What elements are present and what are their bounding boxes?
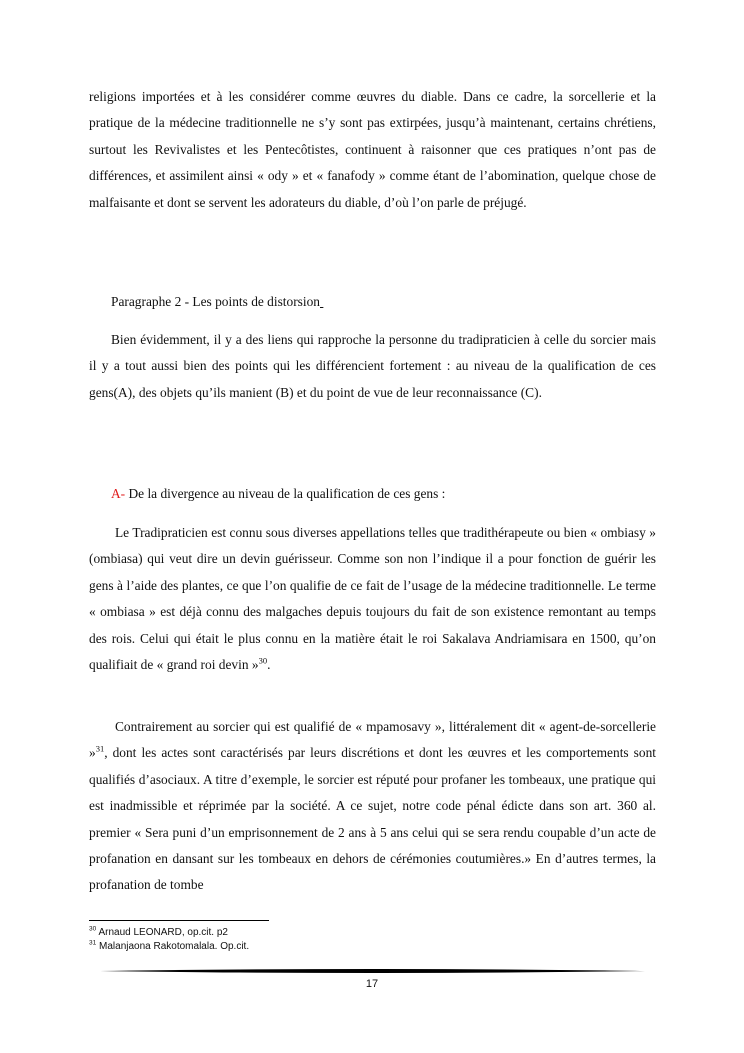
heading-paragraphe-2: Paragraphe 2 - Les points de distorsion (111, 294, 320, 309)
footnote-30: $^{30}$ Arnaud LEONARD, op.cit. p2 (89, 925, 228, 938)
paragraph-points-distorsion: Bien évidemment, il y a des liens qui rapproche la personne du tradipraticien à celle du sorcier mais il y a tout aussi bien des points qui les différencient fortement : au niveau de la qualification de ces gens(A), des objets qu’ils manient (B) et du point de vue de leur reconnaissance (C). (89, 332, 656, 400)
footnote-31: $^{31}$ Malanjaona Rakotomalala. Op.cit. (89, 939, 250, 952)
footer-divider (100, 968, 645, 974)
paragraph-tradipraticien: Le Tradipraticien est connu sous diverses appellations telles que tradithérapeute ou bien « ombiasy » (ombiasa) qui veut dire un devin guérisseur. Comme son non l’indique il a pour fonction de guérir les gens à l’aide des plantes, ce que l’on qualifie de ce fait de l’usage de la médecine traditionnelle. Le terme « ombiasa » est déjà connu des malgaches depuis toujours du fait de son existence remontant au temps des rois. Celui qui était le plus connu en la matière était le roi Sakalava Andriamisara en 1500, qu’on qualifiait de « grand roi devin »$^{30}$. (89, 525, 656, 673)
paragraph-religions: religions importées et à les considérer comme œuvres du diable. Dans ce cadre, la sorcellerie et la pratique de la médecine traditionnelle ne s’y sont pas extirpées, jusqu’à maintenant, certains chrétiens, surtout les Revivalistes et les Pentecôtistes, continuent à raisonner que ces pratiques n’ont pas de différences, et assimilent ainsi « ody » et « fanafody » comme étant de l’abomination, quelque chose de malfaisante et dont se servent les adorateurs du diable, d’où l’on parle de préjugé. (89, 89, 656, 210)
section-a-title: De la divergence au niveau de la qualification de ces gens : (125, 486, 446, 501)
heading-section-a (111, 486, 445, 502)
section-a-label: A- (111, 486, 126, 501)
footnote-ref-30[interactable]: 30 (258, 655, 268, 666)
footnote-ref-31[interactable]: 31 (95, 743, 105, 754)
footnote-separator (89, 920, 269, 921)
page-number: 17 (365, 978, 379, 990)
paragraph-sorcier: Contrairement au sorcier qui est qualifié de « mpamosavy », littéralement dit « agent-de-sorcellerie »$^{31}$, dont les actes sont caractérisés par leurs discrétions et dont les œuvres et les comportements sont qualifiés d’asociaux. A titre d’exemple, le sorcier est réputé pour profaner les tombeaux, une pratique qui est inadmissible et réprimée par la société. A ce sujet, notre code pénal édicte dans son art. 360 al. premier « Sera puni d’un emprisonnement de 2 ans à 5 ans celui qui se sera rendu coupable d’un acte de profanation en dansant sur les tombeaux en dehors de cérémonies coutumières.» En d’autres termes, la profanation de tombe (89, 719, 656, 893)
